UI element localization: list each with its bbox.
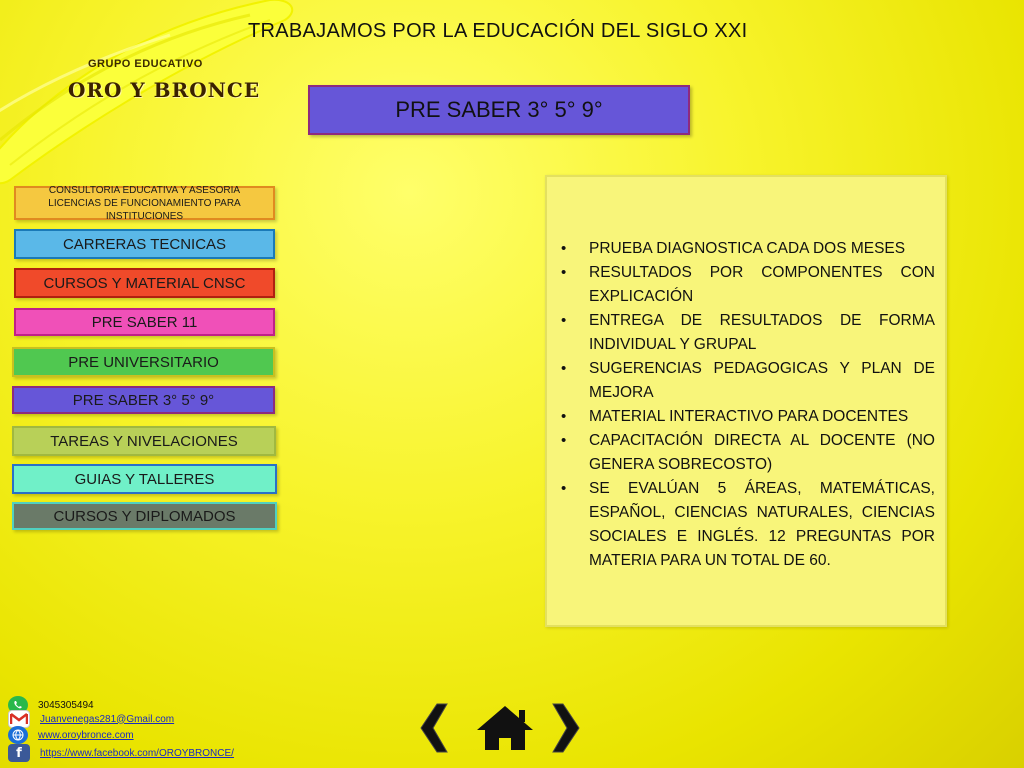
nav-cursos-diplomados-button[interactable]: CURSOS Y DIPLOMADOS — [12, 502, 277, 530]
page-title: TRABAJAMOS POR LA EDUCACIÓN DEL SIGLO XXI — [248, 20, 748, 42]
content-panel — [545, 175, 947, 627]
nav-tareas-nivelaciones-button[interactable]: TAREAS Y NIVELACIONES — [12, 426, 276, 456]
nav-consultoria-button[interactable]: CONSULTORIA EDUCATIVA Y ASESORIA LICENCIAS DE FUNCIONAMIENTO PARA INSTITUCIONES — [14, 186, 275, 220]
nav-carreras-tecnicas-button[interactable]: CARRERAS TECNICAS — [14, 229, 275, 259]
list-item: • SE EVALÚAN 5 ÁREAS, MATEMÁTICAS, ESPAÑOL, CIENCIAS NATURALES, CIENCIAS SOCIALES E INGLÉS. 12 PREGUNTAS POR MATERIA PARA UN TOTAL DE 60. — [559, 477, 935, 573]
phone-number: 3045305494 — [38, 699, 94, 711]
nav-guias-talleres-button[interactable]: GUIAS Y TALLERES — [12, 464, 277, 494]
facebook-link[interactable]: https://www.facebook.com/OROYBRONCE/ — [40, 747, 234, 759]
section-heading: PRE SABER 3° 5° 9° — [308, 85, 690, 135]
list-item: • RESULTADOS POR COMPONENTES CON EXPLICACIÓN — [559, 261, 935, 309]
slide-navigation — [415, 700, 595, 756]
globe-icon — [8, 726, 28, 744]
chevron-left-icon[interactable] — [421, 704, 447, 752]
list-item: • PRUEBA DIAGNOSTICA CADA DOS MESES — [559, 237, 935, 261]
email-link[interactable]: Juanvenegas281@Gmail.com — [40, 713, 175, 725]
list-item: • ENTREGA DE RESULTADOS DE FORMA INDIVIDUAL Y GRUPAL — [559, 309, 935, 357]
list-item: • CAPACITACIÓN DIRECTA AL DOCENTE (NO GENERA SOBRECOSTO) — [559, 429, 935, 477]
nav-cursos-material-cnsc-button[interactable]: CURSOS Y MATERIAL CNSC — [14, 268, 275, 298]
list-item: • SUGERENCIAS PEDAGOGICAS Y PLAN DE MEJORA — [559, 357, 935, 405]
list-item: • MATERIAL INTERACTIVO PARA DOCENTES — [559, 405, 935, 429]
chevron-right-icon[interactable] — [553, 704, 579, 752]
home-icon[interactable] — [477, 706, 533, 750]
nav-pre-saber-11-button[interactable]: PRE SABER 11 — [14, 308, 275, 336]
logo-name: ORO Y BRONCE — [68, 78, 261, 102]
facebook-icon: f — [8, 744, 30, 762]
website-link[interactable]: www.oroybronce.com — [38, 729, 134, 741]
logo-tagline: GRUPO EDUCATIVO — [88, 58, 203, 70]
nav-pre-universitario-button[interactable]: PRE UNIVERSITARIO — [12, 347, 275, 377]
nav-pre-saber-3-5-9-button[interactable]: PRE SABER 3° 5° 9° — [12, 386, 275, 414]
feature-list — [559, 237, 935, 573]
